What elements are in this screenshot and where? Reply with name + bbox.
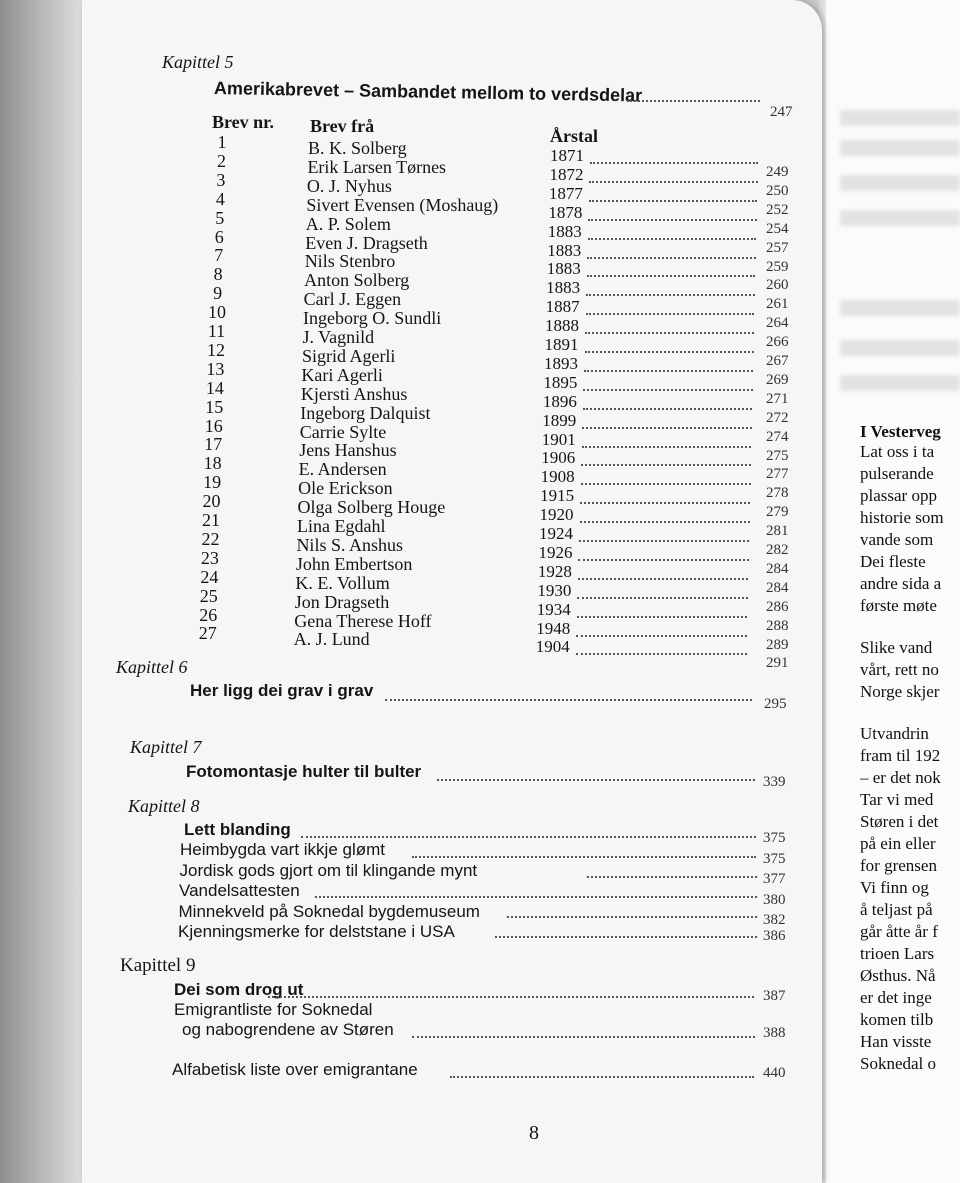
leader-dots (588, 238, 756, 240)
letter-year: 1883 (547, 240, 582, 260)
letter-year: 1920 (539, 505, 574, 525)
letter-sender: Ingeborg Dalquist (300, 402, 431, 423)
leader-dots (582, 427, 752, 429)
letter-year: 1896 (542, 391, 577, 411)
chapter-9-item2: Alfabetisk liste over emigrantane (172, 1060, 418, 1079)
letter-sender: A. J. Lund (293, 629, 370, 650)
chapter-8-item-title: Kjenningsmerke for delststane i USA (178, 922, 455, 941)
letter-page: 288 (766, 617, 789, 634)
letter-year: 1948 (536, 618, 571, 638)
leader-dots (315, 896, 757, 898)
letter-page: 279 (766, 504, 789, 521)
letter-sender: Carrie Sylte (299, 421, 387, 442)
letter-sender: Even J. Dragseth (305, 232, 428, 253)
letter-year: 1926 (538, 542, 573, 562)
chapter-9-page: 387 (763, 988, 786, 1004)
letter-number: 20 (202, 491, 221, 512)
chapter-8-item-title: Minnekveld på Soknedal bygdemuseum (178, 901, 480, 921)
leader-dots (578, 559, 748, 561)
page-number: 8 (529, 1122, 539, 1144)
chapter-9-item-line1: Emigrantliste for Soknedal (174, 1000, 373, 1019)
faded-text-block (840, 140, 960, 156)
leader-dots (576, 635, 747, 637)
letter-page: 259 (766, 258, 789, 275)
letter-page: 254 (766, 220, 789, 237)
letter-year: 1915 (540, 486, 575, 506)
letter-year: 1883 (546, 278, 581, 298)
letter-page: 278 (766, 485, 789, 502)
chapter-6-page: 295 (764, 696, 787, 712)
leader-dots (627, 100, 760, 102)
letter-number: 25 (199, 585, 218, 606)
letter-year: 1895 (543, 372, 578, 392)
leader-dots (582, 446, 752, 448)
letter-page: 282 (766, 542, 789, 558)
right-page-line: på ein eller (860, 834, 936, 853)
right-page-line: pulserande (860, 464, 934, 483)
chapter-9-item-line2: og nabogrendene av Støren (182, 1020, 394, 1039)
right-page-line: Slike vand (860, 638, 933, 657)
right-page-line: andre sida a (860, 574, 942, 593)
letter-sender: B. K. Solberg (308, 138, 407, 158)
letter-sender: Jens Hanshus (299, 440, 397, 461)
column-header-arstal: Årstal (550, 126, 598, 146)
chapter-6-label: Kapittel 6 (116, 657, 188, 677)
letter-year: 1924 (539, 524, 573, 543)
letter-year: 1883 (547, 221, 582, 241)
right-page-line: Han visste (860, 1032, 932, 1051)
leader-dots (588, 219, 756, 221)
letter-sender: Sigrid Agerli (301, 345, 396, 366)
leader-dots (589, 181, 757, 183)
letter-number: 27 (198, 623, 217, 644)
letter-number: 15 (205, 396, 224, 417)
chapter-7-label: Kapittel 7 (130, 737, 202, 757)
letter-number: 4 (215, 188, 225, 209)
right-page-line: Soknedal o (860, 1054, 937, 1073)
letter-year: 1901 (541, 429, 576, 449)
letter-sender: Nils Stenbro (304, 251, 396, 272)
right-page-line: Støren i det (860, 812, 939, 831)
letter-year: 1934 (536, 599, 571, 619)
leader-dots (585, 332, 754, 334)
right-page-line: Norge skjer (860, 682, 940, 701)
letter-number: 18 (203, 453, 222, 474)
leader-dots (581, 483, 751, 485)
letter-page: 289 (766, 636, 789, 653)
letter-sender: John Embertson (295, 553, 413, 574)
letter-sender: Nils S. Anshus (296, 534, 403, 555)
leader-dots (587, 275, 756, 277)
right-facing-page (826, 0, 960, 1183)
letter-number: 9 (213, 283, 223, 304)
right-page-line: Lat oss i ta (860, 442, 935, 461)
letter-number: 14 (205, 377, 224, 398)
chapter-8-title: Lett blanding (184, 820, 291, 839)
right-page-line: går åtte år f (860, 922, 938, 941)
leader-dots (577, 616, 748, 618)
chapter-6-title: Her ligg dei grav i grav (190, 681, 374, 700)
letter-page: 261 (766, 296, 789, 313)
letter-sender: Ole Erickson (298, 478, 393, 499)
leader-dots (581, 464, 751, 466)
letter-page: 275 (766, 447, 789, 464)
leader-dots (583, 389, 752, 391)
chapter-9-item1-page: 388 (763, 1025, 786, 1041)
right-page-line: Østhus. Nå (860, 966, 936, 985)
right-page-line: historie som (860, 508, 944, 527)
leader-dots (586, 294, 755, 296)
letter-sender: Kari Agerli (301, 364, 383, 385)
letter-year: 1878 (548, 202, 583, 222)
letter-page: 286 (766, 598, 789, 615)
letter-number: 19 (203, 472, 222, 493)
letter-year: 1887 (545, 297, 580, 317)
letter-year: 1908 (540, 467, 575, 487)
letter-year: 1888 (545, 316, 580, 336)
leader-dots (412, 856, 756, 858)
leader-dots (495, 936, 757, 938)
letter-page: 252 (766, 201, 789, 218)
letter-number: 3 (216, 169, 226, 190)
right-page-line: Utvandrin (860, 724, 929, 743)
letter-number: 8 (213, 264, 223, 285)
letter-number: 21 (202, 510, 220, 530)
leader-dots (587, 257, 756, 259)
letter-page: 264 (766, 315, 789, 332)
chapter-8-item-page: 375 (763, 830, 786, 846)
letter-number: 5 (215, 207, 225, 228)
letter-sender: Ingeborg O. Sundli (303, 308, 442, 329)
letter-page: 284 (766, 579, 789, 596)
right-page-line: fram til 192 (860, 746, 941, 765)
chapter-8-last-page: 386 (763, 928, 786, 944)
letter-number: 1 (217, 132, 227, 152)
right-page-line: for grensen (860, 856, 937, 875)
letter-number: 10 (208, 302, 227, 323)
leader-dots (578, 578, 748, 580)
faded-text-block (840, 300, 960, 316)
letter-page: 250 (766, 182, 789, 199)
letter-sender: Erik Larsen Tørnes (307, 156, 447, 177)
column-header-brev-nr: Brev nr. (212, 112, 275, 132)
letter-page: 266 (766, 334, 789, 351)
letter-sender: E. Andersen (298, 459, 387, 480)
letter-sender: Anton Solberg (304, 270, 410, 291)
right-page-line: Vi finn og (860, 878, 929, 897)
letter-year: 1877 (548, 183, 583, 203)
right-page-line: vårt, rett no (860, 660, 939, 679)
right-page-line: komen tilb (860, 1010, 934, 1029)
chapter-9-item2-page: 440 (763, 1065, 786, 1081)
letter-number: 13 (206, 358, 225, 379)
chapter-7-title: Fotomontasje hulter til bulter (186, 762, 422, 781)
letter-page: 277 (766, 466, 789, 483)
letter-year: 1906 (541, 448, 576, 468)
chapter-7-page: 339 (763, 774, 786, 790)
letter-page: 267 (766, 353, 789, 369)
letter-number: 24 (200, 566, 219, 587)
leader-dots (385, 699, 752, 701)
letter-page: 284 (766, 560, 789, 577)
book-spine-shadow (0, 0, 95, 1183)
letter-year: 1883 (546, 259, 581, 279)
letter-year: 1871 (550, 146, 584, 165)
chapter-8-item-title: Heimbygda vart ikkje glømt (180, 840, 386, 859)
letter-sender: Olga Solberg Houge (297, 497, 446, 518)
chapter-8-item-page: 377 (763, 871, 786, 887)
letter-sender: Kjersti Anshus (300, 383, 408, 404)
letter-sender: O. J. Nyhus (306, 175, 392, 196)
letter-number: 11 (207, 321, 226, 341)
leader-dots (590, 162, 758, 164)
letter-number: 23 (200, 547, 219, 568)
leader-dots (589, 200, 757, 202)
chapter-8-item-page: 380 (763, 891, 786, 908)
letter-year: 1899 (542, 410, 577, 430)
letter-number: 22 (201, 528, 220, 549)
chapter-5-page: 247 (770, 104, 793, 120)
leader-dots (301, 836, 756, 838)
letter-page: 269 (766, 371, 789, 388)
faded-text-block (840, 175, 960, 191)
letter-number: 26 (199, 604, 218, 625)
column-header-brev-fra: Brev frå (310, 116, 375, 136)
faded-text-block (840, 110, 960, 126)
letter-page: 274 (766, 428, 789, 445)
letter-year: 1904 (535, 637, 570, 657)
leader-dots (583, 408, 752, 410)
leader-dots (412, 1036, 755, 1038)
chapter-8-item-title: Jordisk gods gjort om til klingande mynt (179, 860, 478, 880)
leader-dots (450, 1076, 754, 1078)
faded-text-block (840, 375, 960, 391)
letter-sender: K. E. Vollum (295, 572, 390, 593)
leader-dots (507, 916, 757, 918)
leader-dots (580, 502, 750, 504)
right-page-line: å teljast på (860, 900, 933, 919)
letter-year: 1872 (549, 164, 584, 184)
leader-dots (268, 996, 754, 998)
letter-sender: Sivert Evensen (Moshaug) (306, 194, 499, 215)
letter-number: 12 (206, 339, 225, 360)
leader-dots (585, 351, 754, 353)
chapter-8-label: Kapittel 8 (128, 796, 200, 816)
letter-year: 1930 (537, 580, 572, 600)
faded-text-block (840, 210, 960, 226)
letter-sender: Jon Dragseth (294, 591, 390, 612)
letter-sender: J. Vagnild (302, 327, 375, 347)
letter-number: 7 (214, 245, 224, 266)
letter-number: 2 (216, 150, 226, 171)
right-page-line: plassar opp (860, 486, 937, 505)
letter-number: 16 (204, 415, 223, 436)
letter-year: 1928 (537, 561, 572, 581)
chapter-8-item-title: Vandelsattesten (179, 881, 300, 900)
right-page-line: er det inge (860, 988, 932, 1007)
leader-dots (587, 876, 757, 878)
letter-sender: A. P. Solem (305, 213, 391, 234)
letter-page: 260 (766, 277, 789, 294)
right-page-line: første møte (860, 596, 937, 615)
chapter-9-title: Dei som drog ut (174, 980, 304, 999)
letter-year: 1893 (543, 353, 578, 373)
leader-dots (576, 653, 747, 655)
chapter-8-item-page: 375 (763, 850, 786, 867)
letter-sender: Lina Egdahl (297, 516, 386, 536)
letter-page: 249 (766, 164, 789, 180)
chapter-9-label: Kapittel 9 (120, 955, 196, 976)
letter-page: 281 (766, 523, 789, 540)
letter-sender: Gena Therese Hoff (294, 610, 432, 631)
letter-number: 17 (204, 434, 223, 455)
chapter-5-title: Amerikabrevet – Sambandet mellom to verdsdelar (213, 78, 643, 106)
right-page-line: vande som (860, 530, 934, 549)
letter-page: 271 (766, 390, 789, 407)
letter-page: 272 (766, 409, 789, 426)
right-page-line: – er det nok (860, 768, 941, 787)
faded-text-block (840, 340, 960, 356)
letter-page: 257 (766, 239, 789, 256)
letter-page: 291 (766, 655, 789, 672)
letter-number: 6 (214, 226, 224, 247)
right-page-line: Tar vi med (860, 790, 934, 809)
leader-dots (584, 370, 753, 372)
leader-dots (437, 779, 755, 781)
chapter-5-label: Kapittel 5 (162, 52, 234, 72)
letter-sender: Carl J. Eggen (303, 289, 402, 310)
toc-page (82, 0, 822, 1183)
leader-dots (586, 313, 755, 315)
letter-year: 1891 (544, 335, 579, 354)
leader-dots (577, 597, 748, 599)
right-page-line: trioen Lars (860, 944, 935, 963)
leader-dots (580, 521, 750, 523)
leader-dots (579, 540, 749, 542)
chapter-8-item-page: 382 (763, 912, 786, 928)
right-page-heading: I Vesterveg (860, 422, 941, 441)
right-page-line: Dei fleste (860, 552, 926, 571)
